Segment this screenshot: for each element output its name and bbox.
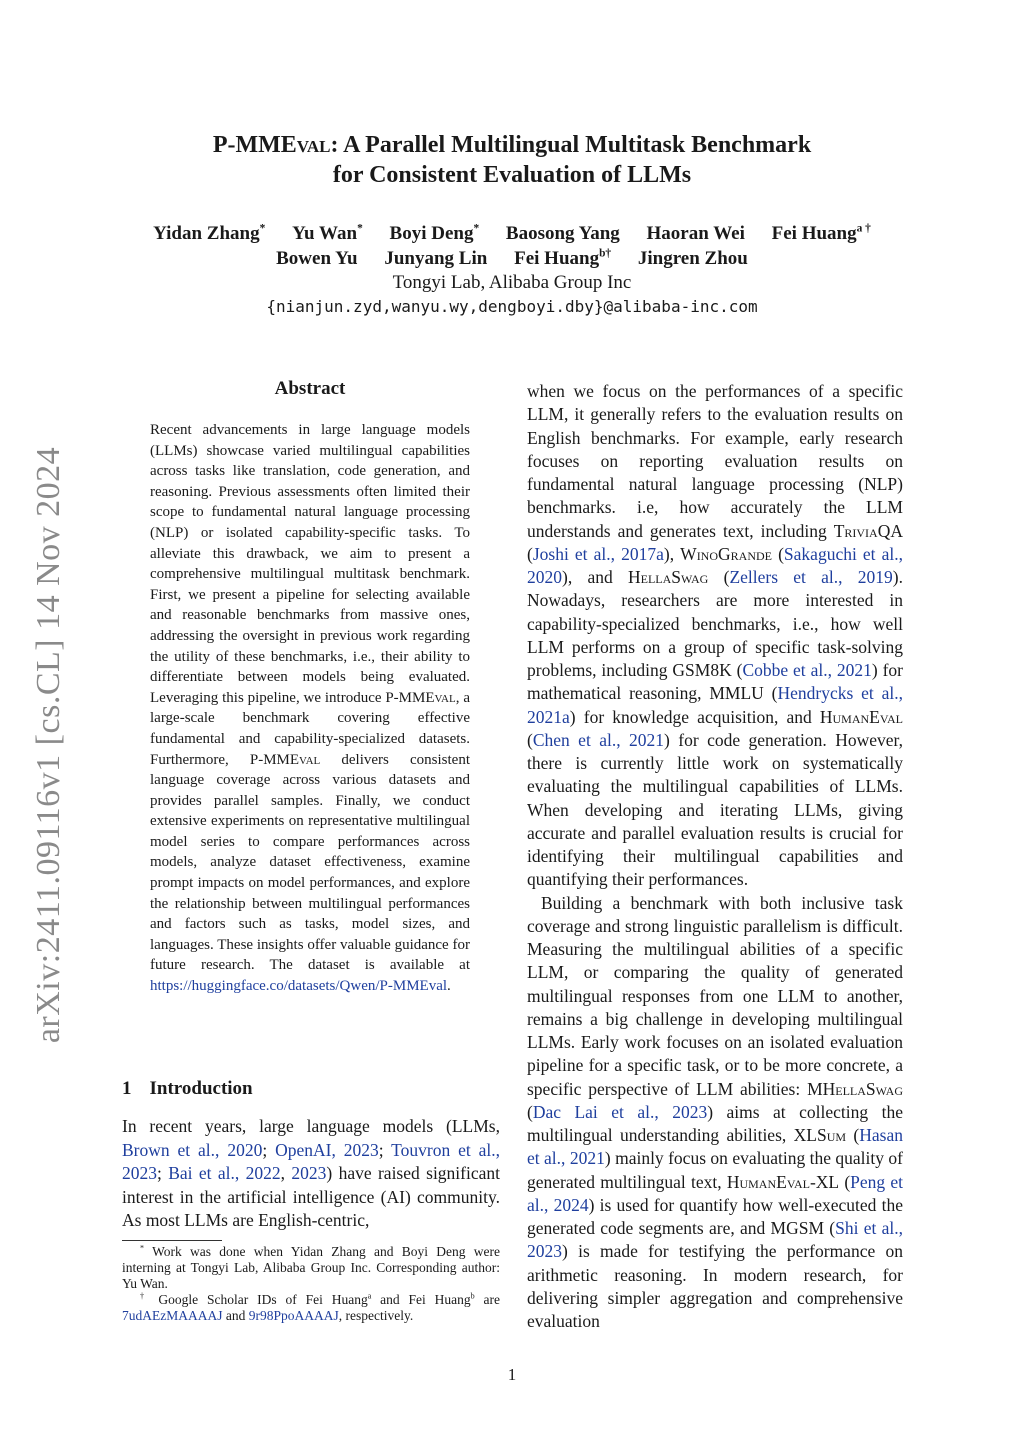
footnote-divider — [122, 1240, 222, 1241]
section-heading-introduction: 1 Introduction — [122, 1078, 253, 1099]
author-emails[interactable]: {nianjun.zyd,wanyu.wy,dengboyi.dby}@alibaba-inc.com — [266, 297, 758, 316]
citation-link[interactable]: Cobbe et al., 2021 — [742, 660, 872, 680]
citation-link[interactable]: Bai et al., 2022 — [168, 1163, 281, 1184]
author-row-1 — [100, 221, 924, 246]
author: Fei Huang$^{b\dagger}$ — [514, 247, 612, 269]
citation-link[interactable]: Dac Lai et al., 2023 — [532, 1101, 708, 1122]
author: Yidan Zhang* — [153, 222, 266, 244]
scholar-id-link[interactable]: 7udAEzMAAAAJ — [122, 1308, 223, 1323]
introduction-paragraph: In recent years, large language models (LLMs, Brown et al., 2020; OpenAI, 2023; Touvron et al., 2023; Bai et al., 2022, 2023) have raised significant interest in the artificial intelligence (AI) community. As most LLMs are English-centric, — [122, 1116, 501, 1231]
author-list — [100, 221, 924, 271]
arxiv-identifier: arXiv:2411.09116v1 [cs.CL] 14 Nov 2024 — [30, 446, 67, 1044]
author: Baosong Yang — [505, 223, 620, 244]
citation-link[interactable]: Shi et al., 2023 — [527, 1218, 903, 1262]
right-column — [527, 380, 903, 1333]
author: Fei Huang$^{a \dagger}$ — [771, 222, 871, 244]
paper-title — [100, 130, 924, 190]
author-row-2 — [100, 246, 924, 271]
affiliation: Tongyi Lab, Alibaba Group Inc — [392, 272, 632, 293]
citation-link[interactable]: Touvron et al., 2023 — [122, 1139, 501, 1184]
author: Haoran Wei — [646, 223, 745, 244]
footnotes — [122, 1244, 500, 1324]
footnote-2: † Google Scholar IDs of Fei Huang$^a$ and Fei Huang$^b$ are 7udAEzMAAAAJ and 9r98PpoAAAAJ, respectively. — [122, 1291, 501, 1323]
citation-link[interactable]: Sakaguchi et al., 2020 — [527, 543, 904, 587]
title-line-2: for Consistent Evaluation of LLMs — [332, 162, 692, 188]
page-number: 1 — [507, 1365, 517, 1384]
citation-link[interactable]: OpenAI, 2023 — [275, 1139, 379, 1160]
title-line-1: P-MMEval: A Parallel Multilingual Multitask Benchmark — [212, 132, 812, 158]
footnote-1: * Work was done when Yidan Zhang and Boyi Deng were interning at Tongyi Lab, Alibaba Group Inc. Corresponding author: Yu Wan. — [122, 1243, 500, 1291]
author: Yu Wan* — [292, 222, 363, 244]
citation-link[interactable]: Zellers et al., 2019 — [729, 567, 893, 587]
author: Jingren Zhou — [637, 248, 748, 269]
author: Bowen Yu — [276, 248, 358, 269]
citation-link[interactable]: Hendrycks et al., 2021a — [527, 683, 903, 727]
citation-link[interactable]: Hasan et al., 2021 — [527, 1125, 903, 1169]
citation-link[interactable]: Peng et al., 2024 — [527, 1171, 903, 1215]
citation-link[interactable]: Chen et al., 2021 — [532, 729, 665, 750]
author: Boyi Deng* — [389, 222, 480, 244]
scholar-id-link[interactable]: 9r98PpoAAAAJ — [248, 1308, 339, 1323]
citation-link[interactable]: 2023 — [291, 1163, 327, 1184]
dataset-link[interactable]: https://huggingface.co/datasets/Qwen/P-MMEval — [150, 978, 448, 995]
paragraph: Building a benchmark with both inclusive task coverage and strong linguistic parallelism is difficult. Measuring the multilingual abilities of a specific LLM, or comparing the quality of generated multilingual responses from one LLM to another, remains a big challenge in developing multilingual LLMs. Early work focuses on an isolated evaluation pipeline for a specific task, or to be more concrete, a specific perspective of LLM abilities: MHellaSwag (Dac Lai et al., 2023) aims at collecting the multilingual understanding abilities, XLSum (Hasan et al., 2021) mainly focus on evaluating the quality of generated multilingual text, HumanEval-XL (Peng et al., 2024) is used for quantify how well-executed the generated code segments are, and MGSM (Shi et al., 2023) is made for testifying the performance on arithmetic reasoning. In modern research, for delivering simpler aggregation and comprehensive evaluation — [527, 892, 903, 1331]
paragraph: when we focus on the performances of a specific LLM, it generally refers to the evaluation results on English benchmarks. For example, early research focuses on reporting evaluation results on fundamental natural language processing (NLP) benchmarks. i.e, how accurately the LLM understands and generates text, including TriviaQA (Joshi et al., 2017a), WinoGrande (Sakaguchi et al., 2020), and HellaSwag (Zellers et al., 2019). Nowadays, researchers are more interested in capability-specialized benchmarks, i.e., how well LLM performs on a group of specific task-solving problems, including GSM8K (Cobbe et al., 2021) for mathematical reasoning, MMLU (Hendrycks et al., 2021a) for knowledge acquisition, and HumanEval (Chen et al., 2021) for code generation. However, there is currently little work on systematically evaluating the multilingual capabilities of LLMs. When developing and iterating LLMs, giving accurate and parallel evaluation results is crucial for identifying their multilingual capabilities and quantifying their performances. — [527, 381, 904, 890]
abstract-body: Recent advancements in large language models (LLMs) showcase varied multilingual capabilities across tasks like translation, code generation, and reasoning. Previous assessments often limited their scope to fundamental natural language processing (NLP) or isolated capability-specific tasks. To alleviate this drawback, we aim to present a comprehensive multilingual multitask benchmark. First, we present a pipeline for selecting available and reasonable benchmarks from massive ones, addressing the oversight in previous work regarding the utility of these benchmarks, i.e., their ability to differentiate between models being evaluated. Leveraging this pipeline, we introduce P-MMEval, a large-scale benchmark covering effective fundamental and capability-specialized datasets. Furthermore, P-MMEval delivers consistent language coverage across various datasets and provides parallel samples. Finally, we conduct extensive experiments on representative multilingual model series to compare performances across models, analyze dataset effectiveness, examine prompt impacts on model performances, and explore the relationship between multilingual performances and factors such as tasks, model sizes, and languages. These insights offer valuable guidance for future research. The dataset is available at https://huggingface.co/datasets/Qwen/P-MMEval. — [150, 422, 470, 995]
author: Junyang Lin — [384, 248, 488, 269]
abstract-heading: Abstract — [274, 378, 346, 399]
citation-link[interactable]: Joshi et al., 2017a — [532, 543, 664, 564]
citation-link[interactable]: Brown et al., 2020 — [122, 1139, 263, 1160]
